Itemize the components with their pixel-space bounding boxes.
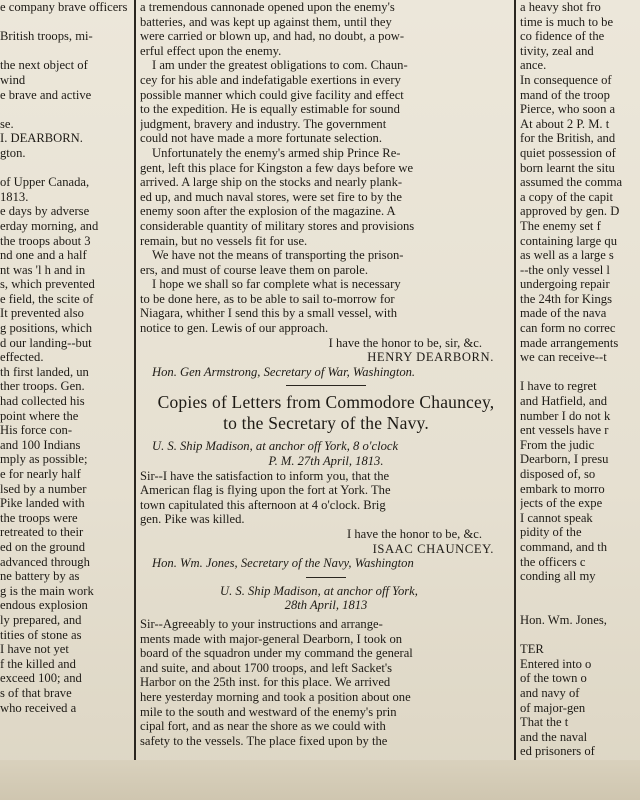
right-column-line: quiet possession of [520,145,616,160]
text-line: ments made with major-general Dearborn, I took on [140,631,403,646]
left-column-line: lsed by a number [0,481,87,496]
right-column-line: we can receive--t [520,350,607,365]
text-line: Niagara, whither I send this by a small vessel, with [140,306,398,321]
left-column-line: Pike landed with [0,496,85,511]
left-column-line: s of that brave [0,685,72,700]
left-column-line: g is the main work [0,583,94,598]
left-column-line: I. DEARBORN. [0,131,83,146]
right-column-line: In consequence of [520,72,612,87]
left-column-line: exceed 100; and [0,671,82,686]
left-column-line: s, which prevented [0,277,95,292]
text-line: mile to the south and westward of the enemy's prin [140,704,397,719]
left-column-line: who received a [0,700,77,715]
section-heading-line-2: to the Secretary of the Navy. [223,413,429,434]
left-column-line: 1813. [0,189,29,204]
text-line: board of the squadron under my command the general [140,646,413,661]
right-column-line: a heavy shot fro [520,0,601,14]
right-column-line: jects of the expe [520,496,603,511]
text-line: Sir--I have the satisfaction to inform you, that the [140,468,390,483]
left-column-line: d our landing--but [0,335,92,350]
middle-top-paragraph [140,0,512,58]
divider-rule-short [306,577,346,578]
right-column-line: I cannot speak [520,510,593,525]
left-column-line: erday morning, and [0,218,99,233]
letter2-dateline-1: U. S. Ship Madison, at anchor off York, 8 o'clock [152,439,399,454]
left-column-line: had collected his [0,394,85,409]
right-column-line: That the t [520,715,569,730]
left-column-line: endous explosion [0,598,88,613]
left-column-line: ed on the ground [0,539,85,554]
letter3-dateline-2: 28th April, 1813 [284,598,368,613]
right-column-line: containing large qu [520,233,617,248]
right-column-line [520,365,640,380]
right-column-line: From the judic [520,437,595,452]
left-column-line: I have not yet [0,642,69,657]
right-column-line: ent vessels have r [520,423,609,438]
text-line: town capitulated this afternoon at 4 o'clock. Brig [140,497,386,512]
left-column-line: ther troops. Gen. [0,379,85,394]
letter1-closing: I have the honor to be, sir, &c. [328,335,482,350]
right-column-line: assumed the comma [520,175,623,190]
right-column-line: born learnt the situ [520,160,615,175]
divider-rule [286,385,366,386]
section-heading-line-1: Copies of Letters from Commodore Chauncey, [157,392,495,413]
left-column-line: the next object of [0,58,88,73]
right-column-line: and navy of [520,685,580,700]
left-column-line: e brave and active [0,87,92,102]
left-column-line: mply as possible; [0,452,88,467]
letter3-body [140,617,512,748]
left-column-line: e for nearly half [0,467,81,481]
left-column-line: retreated to their [0,525,84,540]
right-column-line: Entered into o [520,656,592,671]
text-line: ers, and must of course leave them on parole. [140,262,369,277]
left-column-line: effected. [0,350,44,365]
text-line: and suite, and about 1700 troops, and left Sacket's [140,660,392,675]
text-line: safety to the vessels. The place fixed upon by the [140,733,388,748]
text-line: a tremendous cannonade opened upon the enemy's [140,0,395,14]
letter1-addressee: Hon. Gen Armstrong, Secretary of War, Washington. [152,364,416,379]
right-column-line: command, and th [520,539,608,554]
left-column-line: ne battery by as [0,569,80,584]
letter3-dateline-1: U. S. Ship Madison, at anchor off York, [220,583,418,598]
text-line: gent, left this place for Kingston a few days before we [140,160,414,175]
left-column-line [0,102,130,117]
column-rule-right [514,0,516,760]
right-column-line: ed prisoners of [520,744,595,759]
text-line: I hope we shall so far complete what is necessary [152,277,401,292]
right-column-line: the officers c [520,554,586,569]
left-column-line: wind [0,72,26,87]
left-column-line [0,161,130,176]
left-column-line: th first landed, un [0,364,89,379]
middle-column [140,0,512,748]
left-column-line: advanced through [0,554,90,569]
left-column [0,0,130,715]
left-column-line: ly prepared, and [0,612,82,627]
right-column-line: Pierce, who soon a [520,102,616,117]
text-line: cipal fort, and as near the shore as we could with [140,719,386,734]
text-line: I am under the greatest obligations to com. Chaun- [152,58,408,73]
right-column-line: conding all my [520,569,596,584]
text-line: were carried or blown up, and had, no doubt, a pow- [140,29,405,44]
right-column-line: Hon. Wm. Jones, [520,612,607,627]
text-line: Sir--Agreeably to your instructions and arrange- [140,616,383,631]
left-column-line: nd one and a half [0,248,87,263]
text-line: judgment, bravery and industry. The government [140,116,387,131]
right-column-line: and the naval [520,729,588,744]
letter2-signature: ISAAC CHAUNCEY. [372,541,494,556]
left-column-line: nt was 'l h and in [0,262,86,277]
left-column-line: the troops about 3 [0,233,91,248]
left-column-line: tities of stone as [0,627,82,642]
text-line: notice to gen. Lewis of our approach. [140,321,329,336]
right-column-line: I have to regret [520,379,597,394]
text-line: We have not the means of transporting the prison- [152,248,404,263]
right-column-line: At about 2 P. M. t [520,116,610,131]
text-line: American flag is flying upon the fort at York. The [140,483,391,498]
text-line: arrived. A large ship on the stocks and nearly plank- [140,175,403,190]
left-column-line: point where the [0,408,79,423]
text-line: Harbor on the 25th inst. for this place. We arrived [140,675,391,690]
left-column-line: and 100 Indians [0,437,81,452]
text-line: to be done here, as to be able to sail to-morrow for [140,291,395,306]
left-column-line: f the killed and [0,656,76,671]
left-column-line: the troops were [0,510,78,525]
right-column-line: made arrangements [520,335,619,350]
text-line: to the expedition. He is equally estimable for sound [140,102,400,117]
right-column-line: as well as a large s [520,248,614,263]
right-column-line: time is much to be [520,14,614,29]
left-column-line: g positions, which [0,321,93,336]
right-column-line: for the British, and [520,131,616,146]
left-column-line [0,44,130,59]
paragraph-chauncey-thanks [140,58,512,146]
paragraph-prisoners [140,248,512,277]
right-column-line: co fidence of the [520,29,605,44]
left-column-line: of Upper Canada, [0,175,90,190]
paragraph-sail-niagara [140,277,512,335]
right-column-line: and Hatfield, and [520,394,608,409]
left-column-line [0,15,130,30]
text-line: enemy soon after the explosion of the magazine. A [140,204,396,219]
column-rule-left [134,0,136,760]
letter2-dateline-2: P. M. 27th April, 1813. [268,454,384,469]
right-column-line: can form no correc [520,321,616,336]
left-column-line: British troops, mi- [0,29,93,44]
text-line: batteries, and was kept up against them, until they [140,14,392,29]
text-line: considerable quantity of military stores and provisions [140,218,415,233]
text-line: gen. Pike was killed. [140,512,245,527]
right-column-line: a copy of the capit [520,189,614,204]
right-column-line [520,598,640,613]
right-column-line: Dearborn, I presu [520,452,609,467]
text-line: possible manner which could give facility and effect [140,87,404,102]
right-column-line: disposed of, so [520,467,596,481]
right-column-line: the 24th for Kings [520,291,612,306]
right-column-line: embark to morro [520,481,605,496]
text-line: Unfortunately the enemy's armed ship Prince Re- [152,145,401,160]
right-column-line [520,628,640,643]
left-column-line: e field, the scite of [0,291,94,306]
right-column-line: mand of the troop [520,87,610,102]
text-line: could not have made a more fortunate selection. [140,131,382,146]
right-column-line: tivity, zeal and [520,43,594,58]
text-line: remain, but no vessels fit for use. [140,233,308,248]
letter2-addressee: Hon. Wm. Jones, Secretary of the Navy, Washington [152,556,414,571]
letter2-body [140,469,512,527]
right-column-line: TER [520,642,544,657]
text-line: here yesterday morning and took a position about one [140,689,411,704]
right-column-line: ance. [520,58,547,73]
right-column-line: undergoing repair [520,277,610,292]
left-column-line: His force con- [0,423,73,438]
right-column-line [520,584,640,599]
right-column-line: approved by gen. D [520,204,620,219]
right-column-line: of the town o [520,671,587,686]
page-bottom-edge [0,760,640,800]
right-column-line: --the only vessel l [520,262,610,277]
text-line: ed up, and much naval stores, were set fire to by the [140,189,402,204]
right-column-line: of major-gen [520,700,586,715]
right-column-line: number I do not k [520,408,611,423]
left-column-line: e days by adverse [0,204,90,219]
letter1-signature: HENRY DEARBORN. [367,350,494,365]
text-line: cey for his able and indefatigable exertions in every [140,72,401,87]
right-column [520,0,640,759]
left-column-line: It prevented also [0,306,84,321]
right-column-line: The enemy set f [520,218,601,233]
letter2-closing: I have the honor to be, &c. [347,527,482,541]
left-column-line: se. [0,116,14,131]
left-column-line: gton. [0,145,26,160]
paragraph-prince-regent [140,146,512,248]
right-column-line: made of the nava [520,306,607,321]
left-column-line: e company brave officers [0,0,128,14]
right-column-line: pidity of the [520,525,582,540]
text-line: erful effect upon the enemy. [140,43,282,58]
